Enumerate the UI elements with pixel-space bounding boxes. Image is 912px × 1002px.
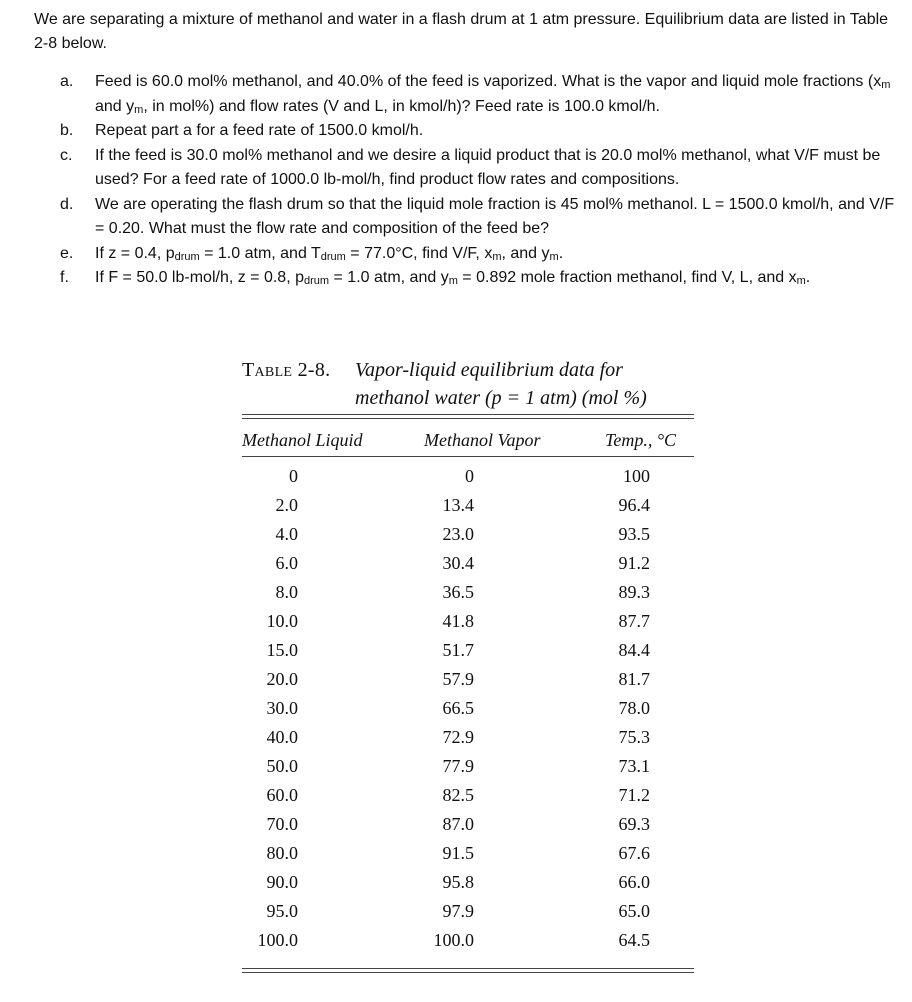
cell-methanol-liquid: 20.0: [266, 669, 298, 689]
cell-methanol-vapor: 41.8: [442, 611, 474, 631]
cell-methanol-vapor: 0: [465, 466, 474, 486]
cell-methanol-vapor: 66.5: [442, 698, 474, 718]
cell-temp: 87.7: [618, 611, 650, 631]
subscript: drum: [174, 250, 200, 263]
table-row: [242, 495, 694, 524]
cell-methanol-liquid: 100.0: [257, 930, 298, 950]
part-text: .: [805, 269, 811, 286]
part-text: , in mol%) and flow rates (V and L, in kmol/h)? Feed rate is 100.0 kmol/h.: [143, 97, 660, 115]
cell-temp: 65.0: [618, 901, 650, 921]
problem-part-d: [60, 193, 900, 242]
part-label: c.: [60, 146, 73, 164]
table-caption-line2: methanol water (p = 1 atm) (mol %): [355, 387, 647, 409]
cell-temp: 75.3: [618, 727, 650, 747]
cell-methanol-vapor: 36.5: [442, 582, 474, 602]
cell-temp: 91.2: [618, 553, 650, 573]
cell-methanol-liquid: 40.0: [266, 727, 298, 747]
cell-methanol-liquid: 10.0: [266, 611, 298, 631]
cell-methanol-liquid: 90.0: [266, 872, 298, 892]
subscript: drum: [320, 250, 346, 263]
problem-part-f: [60, 266, 900, 291]
cell-methanol-liquid: 8.0: [275, 582, 298, 602]
part-text: Repeat part a for a feed rate of 1500.0 kmol/h.: [95, 122, 424, 139]
cell-temp: 81.7: [618, 669, 650, 689]
table-row: [242, 901, 694, 930]
column-header-vapor: Methanol Vapor: [424, 430, 541, 450]
part-text: If z = 0.4, p: [95, 244, 175, 262]
cell-methanol-liquid: 30.0: [266, 698, 298, 718]
cell-methanol-vapor: 95.8: [442, 872, 474, 892]
table-top-rule-2: [242, 418, 694, 419]
table-row: [242, 843, 694, 872]
part-text: = 0.892 mole fraction methanol, find V, L, and x: [457, 269, 797, 286]
cell-methanol-liquid: 15.0: [266, 640, 298, 660]
table-row: [242, 524, 694, 553]
problem-part-a: [60, 70, 900, 119]
subscript: m: [796, 275, 806, 287]
part-text: = 1.0 atm, and y: [329, 269, 449, 286]
table-body: [242, 466, 694, 959]
cell-temp: 93.5: [618, 524, 650, 544]
part-text: We are operating the flash drum so that the liquid mole fraction is 45 mol% methanol. L = 1500.0 kmol/h, and V/F = 0.20. What must the flow rate and composition of the feed be?: [95, 195, 895, 237]
cell-methanol-vapor: 13.4: [442, 495, 474, 515]
table-bottom-rule: [242, 968, 694, 969]
cell-temp: 67.6: [618, 843, 650, 863]
table-top-rule: [242, 414, 694, 415]
part-label: e.: [60, 244, 74, 262]
subscript: m: [881, 79, 891, 91]
cell-methanol-vapor: 100.0: [433, 930, 474, 950]
cell-methanol-vapor: 82.5: [442, 785, 474, 805]
problem-intro: We are separating a mixture of methanol and water in a flash drum at 1 atm pressure. Equilibrium data are listed in Table 2-8 below.: [34, 11, 889, 52]
cell-methanol-liquid: 6.0: [275, 553, 298, 573]
cell-methanol-liquid: 2.0: [275, 495, 298, 515]
cell-methanol-liquid: 95.0: [266, 901, 298, 921]
cell-temp: 96.4: [618, 495, 650, 515]
column-header-liquid: Methanol Liquid: [242, 430, 363, 450]
cell-temp: 78.0: [618, 698, 650, 718]
part-label: b.: [60, 122, 74, 139]
cell-methanol-vapor: 57.9: [442, 669, 474, 689]
part-text: = 77.0°C, find V/F, x: [345, 244, 493, 262]
column-header-temp: Temp., °C: [605, 430, 677, 450]
table-row: [242, 814, 694, 843]
subscript: m: [492, 250, 502, 263]
cell-temp: 69.3: [618, 814, 650, 834]
cell-methanol-liquid: 80.0: [266, 843, 298, 863]
problem-part-c: [60, 144, 900, 193]
subscript: m: [134, 103, 144, 116]
part-text: and y: [95, 97, 135, 115]
table-row: [242, 640, 694, 669]
cell-temp: 89.3: [618, 582, 650, 602]
cell-methanol-liquid: 4.0: [275, 524, 298, 544]
table-row: [242, 727, 694, 756]
part-text: = 1.0 atm, and T: [199, 244, 321, 262]
table-row: [242, 669, 694, 698]
part-label: d.: [60, 195, 74, 213]
part-text: If the feed is 30.0 mol% methanol and we desire a liquid product that is 20.0 mol% methanol, what V/F must be used? For a feed rate of 1000.0 lb-mol/h, find product flow rates and compositions.: [95, 146, 881, 188]
subscript: drum: [304, 275, 330, 287]
cell-temp: 84.4: [618, 640, 650, 660]
table-row: [242, 756, 694, 785]
table-caption-line1: Vapor-liquid equilibrium data for: [355, 359, 623, 381]
table-row: [242, 553, 694, 582]
table-bottom-rule-2: [242, 972, 694, 973]
problem-part-e: [60, 242, 900, 267]
cell-temp: 66.0: [618, 872, 650, 892]
cell-methanol-liquid: 0: [289, 466, 298, 486]
table-row: [242, 582, 694, 611]
table-row: [242, 698, 694, 727]
part-text: , and y: [501, 244, 550, 262]
cell-methanol-liquid: 70.0: [266, 814, 298, 834]
cell-temp: 73.1: [618, 756, 650, 776]
cell-methanol-vapor: 51.7: [442, 640, 474, 660]
cell-methanol-vapor: 23.0: [442, 524, 474, 544]
cell-methanol-vapor: 87.0: [442, 814, 474, 834]
table-number: Table 2-8.: [242, 359, 331, 381]
problem-part-b: [60, 119, 900, 144]
cell-methanol-vapor: 97.9: [442, 901, 474, 921]
cell-methanol-vapor: 77.9: [442, 756, 474, 776]
subscript: m: [448, 275, 458, 287]
cell-temp: 64.5: [618, 930, 650, 950]
table-title: [242, 356, 647, 409]
part-label: a.: [60, 73, 74, 90]
cell-temp: 100: [623, 466, 650, 486]
cell-methanol-vapor: 72.9: [442, 727, 474, 747]
table-row: [242, 611, 694, 640]
table-row: [242, 785, 694, 814]
table-row: [242, 872, 694, 901]
subscript: m: [549, 250, 559, 263]
problem-parts-list: [60, 70, 900, 291]
table-row: [242, 466, 694, 495]
part-label: f.: [60, 269, 69, 286]
cell-methanol-vapor: 30.4: [442, 553, 474, 573]
table-row: [242, 930, 694, 959]
part-text: Feed is 60.0 mol% methanol, and 40.0% of the feed is vaporized. What is the vapor and liquid mole fractions (x: [95, 73, 882, 90]
cell-methanol-liquid: 60.0: [266, 785, 298, 805]
table-header-rule: [242, 456, 694, 457]
cell-temp: 71.2: [618, 785, 650, 805]
cell-methanol-vapor: 91.5: [442, 843, 474, 863]
part-text: .: [558, 244, 564, 262]
part-text: If F = 50.0 lb-mol/h, z = 0.8, p: [95, 269, 304, 286]
cell-methanol-liquid: 50.0: [266, 756, 298, 776]
